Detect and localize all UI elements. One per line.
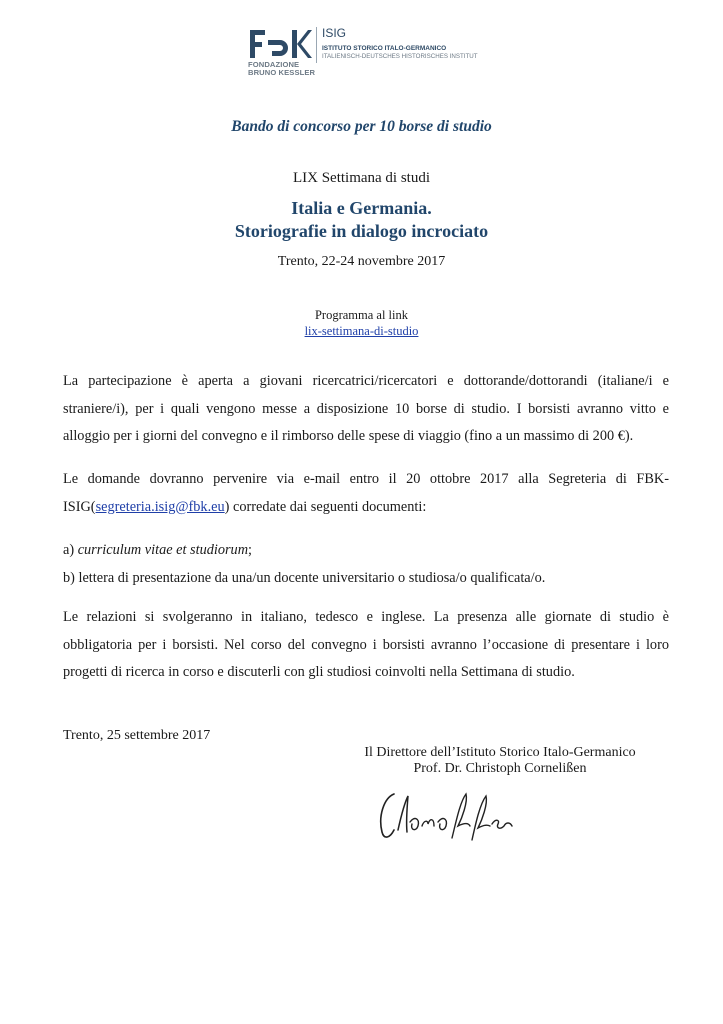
isig-line2: ITALIENISCH-DEUTSCHES HISTORISCHES INSTITUT [322, 53, 478, 60]
fbk-subtitle [248, 61, 315, 77]
fbk-sub-line2: BRUNO KESSLER [248, 68, 316, 77]
paragraph-applications [63, 466, 669, 521]
isig-block [316, 27, 478, 63]
signatory-name: Prof. Dr. Christoph Cornelißen [413, 761, 587, 776]
isig-title: ISIG [322, 26, 347, 40]
list-item [63, 537, 669, 565]
paragraph-languages: Le relazioni si svolgeranno in italiano, tedesco e inglese. La presenza alle giornate di studio è obbligatoria per i borsisti. Nel corso del convegno i borsisti avranno l’occasione di presentare i loro progetti di ricerca in corso e discuterli con gli studiosi coinvolti nella Settimana di studio. [63, 609, 669, 680]
applications-text-before: Le domande dovranno pervenire via e-mail entro il 20 ottobre 2017 alla Segreteria di FBK-ISIG( [63, 471, 669, 515]
programma-link-text[interactable]: lix-settimana-di-studio [304, 324, 419, 338]
applications-text-after: ) corredate dai seguenti documenti: [224, 498, 427, 515]
signing-place-date: Trento, 25 settembre 2017 [63, 728, 211, 743]
documents-list [63, 537, 669, 592]
fbk-mark-icon [248, 27, 312, 61]
settimana-label: LIX Settimana di studi [292, 170, 431, 186]
list-item: b) lettera di presentazione da una/un docente universitario o studiosa/o qualificata/o. [63, 569, 546, 586]
programma-link[interactable] [0, 324, 723, 339]
signatory-block [330, 745, 670, 777]
programma-label: Programma al link [314, 308, 409, 322]
fbk-sub-line1: FONDAZIONE [248, 60, 300, 69]
title-line2: Storiografie in dialogo incrociato [234, 221, 489, 241]
list-a-prefix: a) [63, 542, 78, 558]
list-a-suffix: ; [248, 542, 253, 558]
isig-line1: ISTITUTO STORICO ITALO-GERMANICO [322, 45, 447, 52]
signatory-title: Il Direttore dell’Istituto Storico Italo-Germanico [364, 745, 636, 760]
list-a-italic: curriculum vitae et studiorum [77, 542, 249, 558]
bando-heading: Bando di concorso per 10 borse di studio [231, 118, 492, 135]
handwritten-signature [372, 782, 524, 852]
paragraph-participation: La partecipazione è aperta a giovani ricercatrici/ricercatori e dottorande/dottorandi (italiane/i e straniere/i), per i quali vengono messe a disposizione 10 borse di studio. I borsisti avranno vitto e alloggio per i giorni del convegno e il rimborso delle spese di viaggio (fino a un massimo di 200 €). [63, 373, 669, 444]
email-link[interactable]: segreteria.isig@fbk.eu [95, 498, 225, 515]
title-line1: Italia e Germania. [291, 198, 432, 218]
fbk-isig-logo [248, 27, 498, 85]
event-place-date: Trento, 22-24 novembre 2017 [277, 254, 446, 269]
